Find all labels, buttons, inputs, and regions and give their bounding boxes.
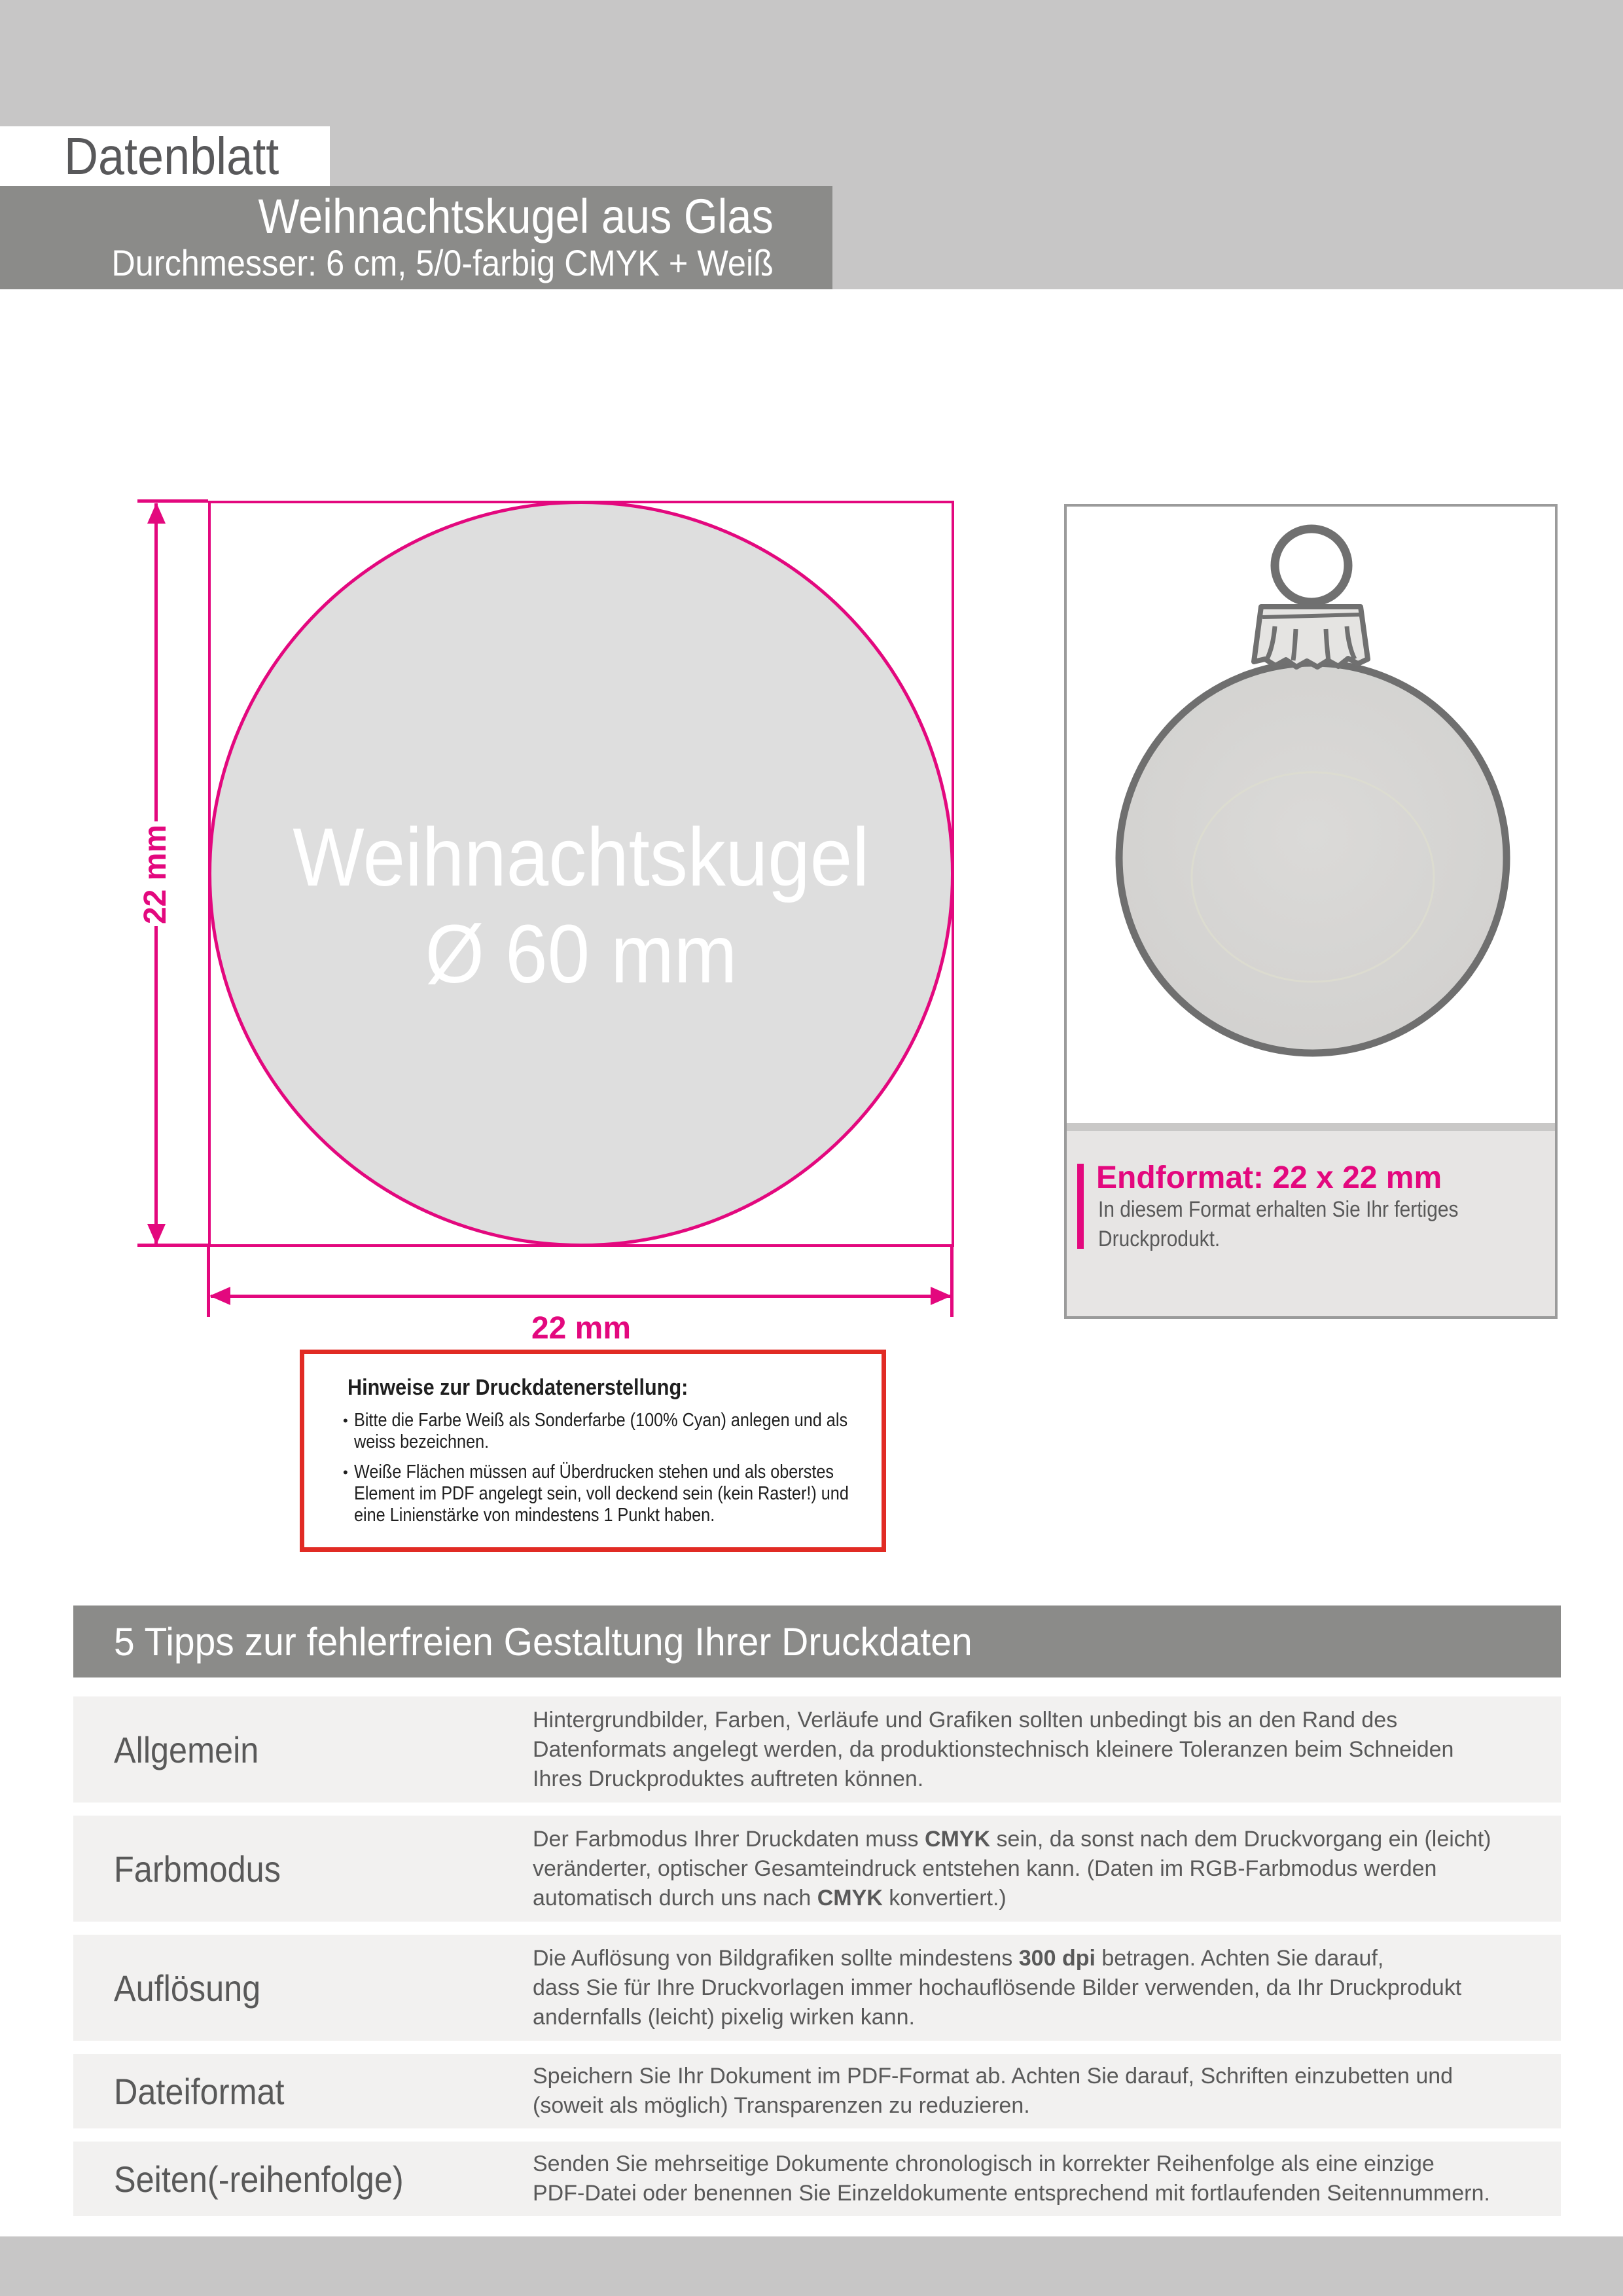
dim-line-vertical-lower <box>154 926 158 1244</box>
endformat-heading: Endformat: 22 x 22 mm <box>1096 1160 1442 1195</box>
bullet-dot-icon: • <box>343 1412 348 1429</box>
circle-caption-line1: Weihnachtskugel <box>293 811 870 903</box>
bauble-cap-crease-3 <box>1326 629 1329 660</box>
tips-table <box>73 1696 1561 2229</box>
arrow-up-icon <box>147 503 166 524</box>
tip-row-text <box>533 2054 1561 2128</box>
tip-row-text <box>533 1696 1561 1803</box>
tip-text-line: Die Auflösung von Bildgrafiken sollte mindestens 300 dpi betragen. Achten Sie darauf, <box>533 1945 1384 1971</box>
circle-caption <box>268 809 894 1003</box>
print-area-circle <box>208 501 954 1247</box>
arrow-left-icon <box>209 1287 230 1305</box>
circle-caption-line2: Ø 60 mm <box>425 908 738 1000</box>
bauble-cap-crease-2 <box>1293 629 1296 660</box>
dim-ext-bottom-right-v <box>950 1247 954 1317</box>
tip-row-text <box>533 2142 1561 2216</box>
tip-row <box>73 2054 1561 2128</box>
note-bullet <box>343 1462 882 1526</box>
tip-text-line: Hintergrundbilder, Farben, Verläufe und Grafiken sollten unbedingt bis an den Rand des <box>533 1707 1398 1732</box>
tip-text-line: andernfalls (leicht) pixelig wirken kann. <box>533 2004 915 2030</box>
tip-row-label: Seiten(-reihenfolge) <box>114 2158 404 2200</box>
arrow-right-icon <box>931 1287 952 1305</box>
tip-text-line: Ihres Druckproduktes auftreten können. <box>533 1766 924 1791</box>
tip-row <box>73 1816 1561 1922</box>
print-notes-box <box>300 1350 886 1552</box>
tip-text-line: dass Sie für Ihre Druckvorlagen immer hochauflösende Bilder verwenden, da Ihr Druckprodukt <box>533 1975 1462 2000</box>
tip-row-label: Auflösung <box>114 1967 261 2009</box>
note-line: Element im PDF angelegt sein, voll deckend sein (kein Raster!) und <box>353 1483 849 1504</box>
tip-row-text <box>533 1816 1561 1922</box>
tip-text-line: (soweit als möglich) Transparenzen zu reduzieren. <box>533 2093 1030 2118</box>
bullet-dot-icon: • <box>343 1464 348 1480</box>
endformat-description-line1: In diesem Format erhalten Sie Ihr fertiges <box>1098 1197 1459 1222</box>
header-bar <box>0 186 832 289</box>
tips-header-bar <box>73 1605 1561 1677</box>
tip-row <box>73 1696 1561 1803</box>
product-title: Weihnachtskugel aus Glas <box>258 189 774 243</box>
datenblatt-label: Datenblatt <box>64 126 279 185</box>
endformat-accent-bar <box>1077 1164 1084 1249</box>
tip-text-line: Senden Sie mehrseitige Dokumente chronologisch in korrekter Reihenfolge als eine einzige <box>533 2151 1435 2176</box>
endformat-description-line2: Druckprodukt. <box>1098 1227 1221 1251</box>
bauble-cap-rim <box>1262 615 1359 617</box>
dim-line-horizontal <box>211 1295 950 1298</box>
note-bullet <box>343 1410 882 1453</box>
tip-row-label: Allgemein <box>114 1729 259 1770</box>
bauble-body <box>1119 663 1507 1053</box>
note-line: weiss bezeichnen. <box>353 1431 489 1452</box>
dim-label-width: 22 mm <box>531 1311 632 1346</box>
christmas-bauble-illustration <box>1064 520 1561 1064</box>
dim-label-height: 22 mm <box>138 824 173 925</box>
tip-row <box>73 2142 1561 2216</box>
bauble-hanger-ring <box>1275 529 1348 602</box>
tip-row-text <box>533 1935 1561 2041</box>
tip-row <box>73 1935 1561 2041</box>
tip-text-line: automatisch durch uns nach CMYK konvertiert.) <box>533 1885 1007 1910</box>
note-line: Bitte die Farbe Weiß als Sonderfarbe (100% Cyan) anlegen und als <box>353 1410 847 1431</box>
note-line: eine Linienstärke von mindestens 1 Punkt haben. <box>353 1505 715 1526</box>
endformat-description <box>1098 1195 1508 1254</box>
tips-title: 5 Tipps zur fehlerfreien Gestaltung Ihrer Druckdaten <box>114 1619 972 1664</box>
arrow-down-icon <box>147 1224 166 1245</box>
datenblatt-label-box <box>0 126 330 186</box>
tip-text-line: PDF-Datei oder benennen Sie Einzeldokumente entsprechend mit fortlaufenden Seitennummern. <box>533 2181 1490 2206</box>
footer-band <box>0 2236 1623 2296</box>
tip-row-label: Dateiformat <box>114 2070 285 2112</box>
dim-line-vertical-upper <box>154 503 158 821</box>
product-subtitle: Durchmesser: 6 cm, 5/0-farbig CMYK + Weiß <box>111 242 774 283</box>
tip-text-line: Datenformats angelegt werden, da produktionstechnisch kleinere Toleranzen beim Schneiden <box>533 1736 1454 1762</box>
dim-ext-bottom-left-v <box>207 1247 210 1317</box>
tip-text-line: Speichern Sie Ihr Dokument im PDF-Format ab. Achten Sie darauf, Schriften einzubetten und <box>533 2064 1454 2089</box>
note-line: Weiße Flächen müssen auf Überdrucken stehen und als oberstes <box>353 1462 834 1482</box>
tip-text-line: Der Farbmodus Ihrer Druckdaten muss CMYK sein, da sonst nach dem Druckvorgang ein (leicht) <box>533 1826 1491 1852</box>
tip-row-label: Farbmodus <box>114 1848 281 1890</box>
print-notes-title: Hinweise zur Druckdatenerstellung: <box>348 1375 688 1400</box>
tip-text-line: veränderter, optischer Gesamteindruck entstehen kann. (Daten im RGB-Farbmodus werden <box>533 1856 1437 1881</box>
